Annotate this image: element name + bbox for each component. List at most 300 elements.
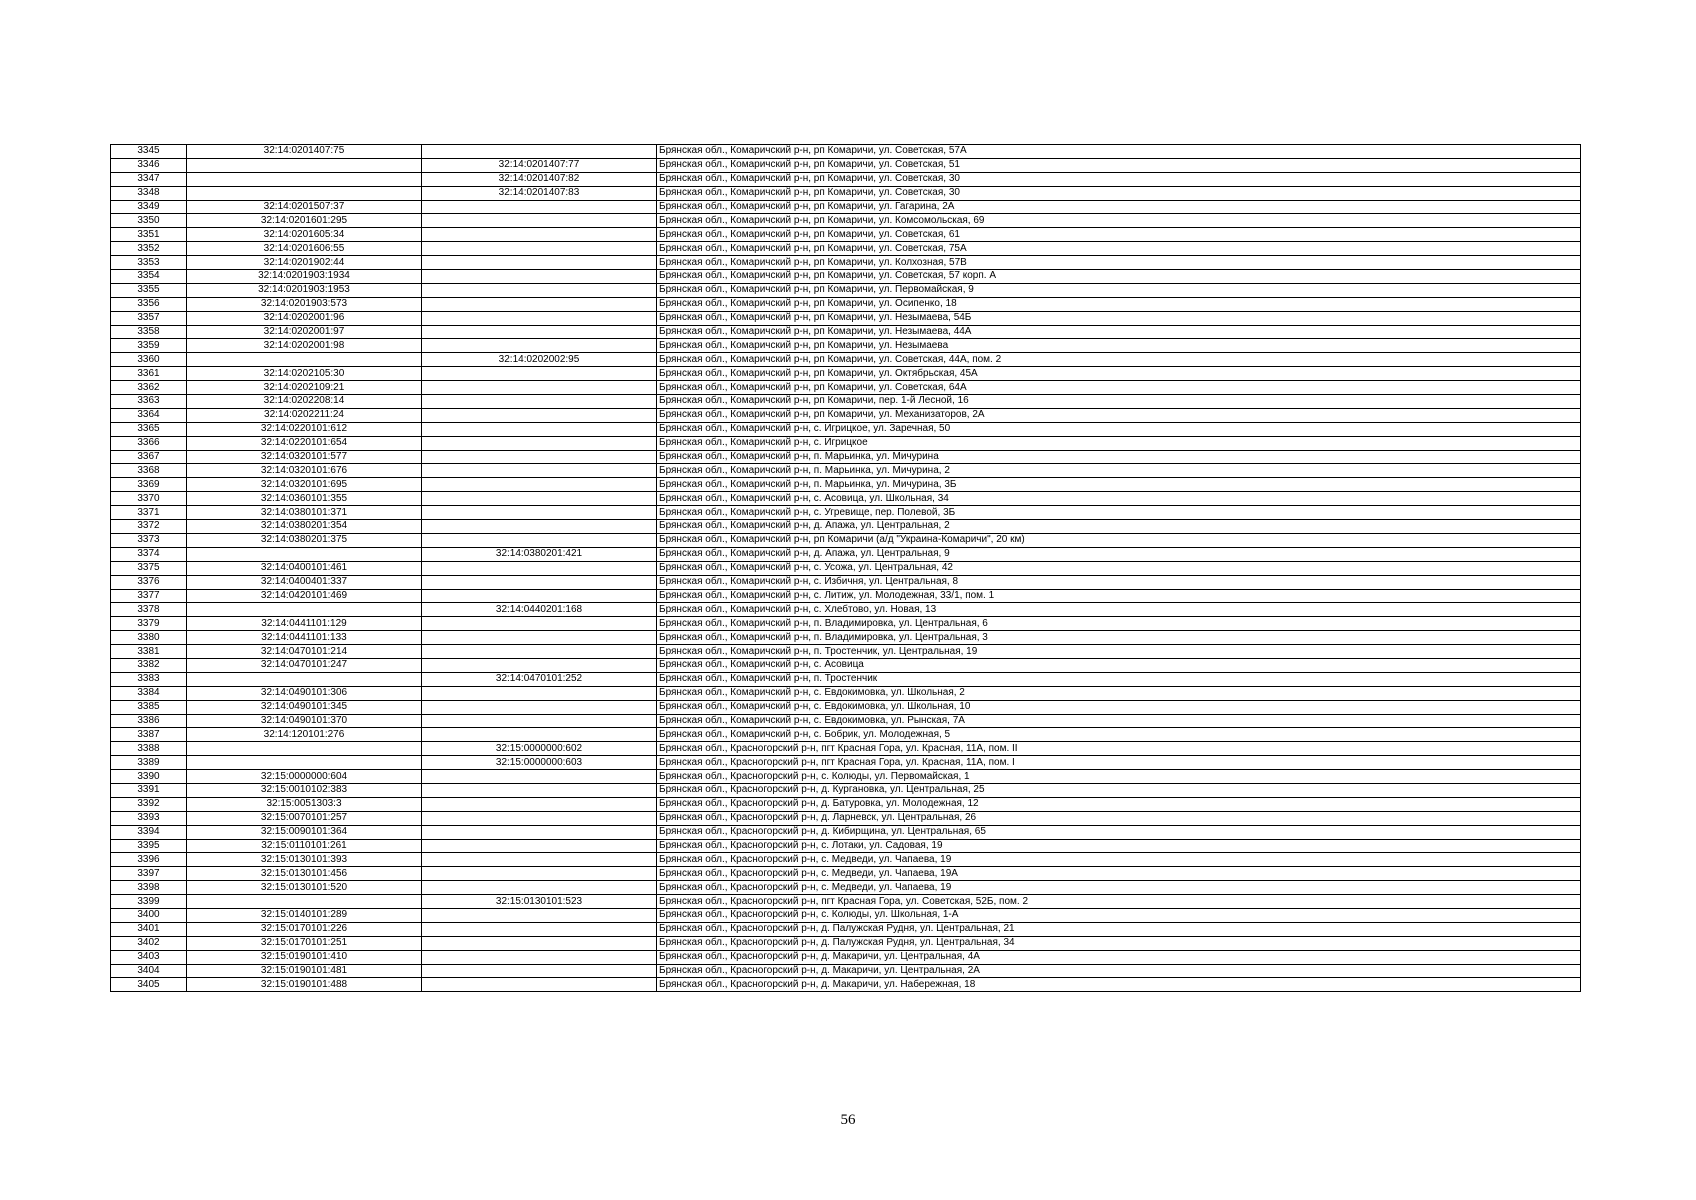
cadastral-number-cell — [187, 353, 422, 367]
address-cell: Брянская обл., Комаричский р-н, с. Угревище, пер. Полевой, 3Б — [657, 506, 1581, 520]
address-cell: Брянская обл., Красногорский р-н, д. Кибирщина, ул. Центральная, 65 — [657, 825, 1581, 839]
object-cadastral-number-cell — [422, 228, 657, 242]
cadastral-number-cell: 32:14:0201902:44 — [187, 256, 422, 270]
object-cadastral-number-cell: 32:14:0201407:82 — [422, 172, 657, 186]
address-cell: Брянская обл., Комаричский р-н, рп Комаричи, ул. Незымаева, 44А — [657, 325, 1581, 339]
cadastral-number-cell: 32:14:0201605:34 — [187, 228, 422, 242]
cadastral-number-cell: 32:14:0490101:306 — [187, 686, 422, 700]
object-cadastral-number-cell — [422, 950, 657, 964]
address-cell: Брянская обл., Комаричский р-н, рп Комаричи, пер. 1-й Лесной, 16 — [657, 395, 1581, 409]
row-number-cell: 3391 — [111, 783, 187, 797]
object-cadastral-number-cell — [422, 145, 657, 159]
address-cell: Брянская обл., Комаричский р-н, с. Асовица, ул. Школьная, 34 — [657, 492, 1581, 506]
table-row — [111, 672, 1581, 686]
object-cadastral-number-cell — [422, 200, 657, 214]
row-number-cell: 3362 — [111, 381, 187, 395]
table-row — [111, 242, 1581, 256]
row-number-cell: 3365 — [111, 422, 187, 436]
object-cadastral-number-cell — [422, 589, 657, 603]
cadastral-number-cell — [187, 672, 422, 686]
row-number-cell: 3349 — [111, 200, 187, 214]
cadastral-number-cell: 32:14:0470101:214 — [187, 645, 422, 659]
cadastral-number-cell: 32:14:0490101:345 — [187, 700, 422, 714]
address-cell: Брянская обл., Красногорский р-н, д. Макаричи, ул. Центральная, 2А — [657, 964, 1581, 978]
address-cell: Брянская обл., Красногорский р-н, д. Кургановка, ул. Центральная, 25 — [657, 783, 1581, 797]
table-row — [111, 783, 1581, 797]
cadastral-number-cell — [187, 547, 422, 561]
cadastral-number-cell — [187, 603, 422, 617]
cadastral-number-cell: 32:15:0110101:261 — [187, 839, 422, 853]
address-cell: Брянская обл., Красногорский р-н, с. Медведи, ул. Чапаева, 19А — [657, 867, 1581, 881]
table-row — [111, 895, 1581, 909]
cadastral-number-cell: 32:14:0201903:573 — [187, 297, 422, 311]
table-row — [111, 561, 1581, 575]
cadastral-number-cell: 32:14:0201606:55 — [187, 242, 422, 256]
object-cadastral-number-cell — [422, 922, 657, 936]
table-row — [111, 228, 1581, 242]
row-number-cell: 3386 — [111, 714, 187, 728]
table-row — [111, 214, 1581, 228]
table-row — [111, 283, 1581, 297]
cadastral-number-cell: 32:15:0000000:604 — [187, 770, 422, 784]
cadastral-number-cell: 32:14:0320101:695 — [187, 478, 422, 492]
cadastral-number-cell: 32:14:0201903:1934 — [187, 270, 422, 284]
object-cadastral-number-cell: 32:14:0440201:168 — [422, 603, 657, 617]
object-cadastral-number-cell — [422, 395, 657, 409]
object-cadastral-number-cell — [422, 936, 657, 950]
address-cell: Брянская обл., Комаричский р-н, с. Асовица — [657, 658, 1581, 672]
row-number-cell: 3372 — [111, 520, 187, 534]
page-number: 56 — [840, 1112, 856, 1128]
row-number-cell: 3389 — [111, 756, 187, 770]
table-row — [111, 367, 1581, 381]
row-number-cell: 3371 — [111, 506, 187, 520]
address-cell: Брянская обл., Комаричский р-н, п. Марьинка, ул. Мичурина, 3Б — [657, 478, 1581, 492]
object-cadastral-number-cell — [422, 783, 657, 797]
table-row — [111, 756, 1581, 770]
address-cell: Брянская обл., Комаричский р-н, д. Апажа, ул. Центральная, 9 — [657, 547, 1581, 561]
cadastral-number-cell: 32:14:0201507:37 — [187, 200, 422, 214]
cadastral-number-cell: 32:14:120101:276 — [187, 728, 422, 742]
row-number-cell: 3370 — [111, 492, 187, 506]
address-cell: Брянская обл., Красногорский р-н, д. Макаричи, ул. Центральная, 4А — [657, 950, 1581, 964]
object-cadastral-number-cell — [422, 436, 657, 450]
address-cell: Брянская обл., Комаричский р-н, рп Комаричи, ул. Гагарина, 2А — [657, 200, 1581, 214]
cadastral-number-cell — [187, 895, 422, 909]
address-cell: Брянская обл., Красногорский р-н, с. Колюды, ул. Первомайская, 1 — [657, 770, 1581, 784]
object-cadastral-number-cell — [422, 978, 657, 992]
cadastral-number-cell: 32:15:0090101:364 — [187, 825, 422, 839]
object-cadastral-number-cell: 32:14:0201407:77 — [422, 158, 657, 172]
row-number-cell: 3353 — [111, 256, 187, 270]
object-cadastral-number-cell — [422, 839, 657, 853]
row-number-cell: 3390 — [111, 770, 187, 784]
cadastral-number-cell: 32:14:0202001:98 — [187, 339, 422, 353]
table-row — [111, 520, 1581, 534]
table-row — [111, 797, 1581, 811]
object-cadastral-number-cell — [422, 242, 657, 256]
object-cadastral-number-cell — [422, 339, 657, 353]
row-number-cell: 3396 — [111, 853, 187, 867]
address-cell: Брянская обл., Комаричский р-н, п. Тростенчик, ул. Центральная, 19 — [657, 645, 1581, 659]
row-number-cell: 3356 — [111, 297, 187, 311]
row-number-cell: 3376 — [111, 575, 187, 589]
address-cell: Брянская обл., Красногорский р-н, д. Макаричи, ул. Набережная, 18 — [657, 978, 1581, 992]
object-cadastral-number-cell — [422, 881, 657, 895]
table-row — [111, 172, 1581, 186]
address-cell: Брянская обл., Красногорский р-н, пгт Красная Гора, ул. Красная, 11А, пом. II — [657, 742, 1581, 756]
table-row — [111, 533, 1581, 547]
cadastral-number-cell — [187, 172, 422, 186]
cadastral-number-cell: 32:15:0190101:488 — [187, 978, 422, 992]
cadastral-number-cell: 32:14:0201601:295 — [187, 214, 422, 228]
row-number-cell: 3388 — [111, 742, 187, 756]
address-cell: Брянская обл., Комаричский р-н, с. Хлебтово, ул. Новая, 13 — [657, 603, 1581, 617]
address-cell: Брянская обл., Комаричский р-н, рп Комаричи, ул. Советская, 61 — [657, 228, 1581, 242]
object-cadastral-number-cell — [422, 325, 657, 339]
row-number-cell: 3346 — [111, 158, 187, 172]
cadastral-number-cell: 32:14:0220101:612 — [187, 422, 422, 436]
row-number-cell: 3384 — [111, 686, 187, 700]
address-cell: Брянская обл., Комаричский р-н, с. Игрицкое — [657, 436, 1581, 450]
cadastral-number-cell: 32:15:0170101:226 — [187, 922, 422, 936]
table-row — [111, 436, 1581, 450]
cadastral-number-cell — [187, 742, 422, 756]
address-cell: Брянская обл., Комаричский р-н, п. Владимировка, ул. Центральная, 6 — [657, 617, 1581, 631]
table-row — [111, 964, 1581, 978]
object-cadastral-number-cell: 32:14:0380201:421 — [422, 547, 657, 561]
table-row — [111, 742, 1581, 756]
table-row — [111, 978, 1581, 992]
cadastral-registry-table — [110, 144, 1581, 992]
row-number-cell: 3350 — [111, 214, 187, 228]
object-cadastral-number-cell — [422, 450, 657, 464]
object-cadastral-number-cell: 32:14:0202002:95 — [422, 353, 657, 367]
object-cadastral-number-cell — [422, 520, 657, 534]
object-cadastral-number-cell — [422, 853, 657, 867]
cadastral-number-cell: 32:14:0202105:30 — [187, 367, 422, 381]
row-number-cell: 3399 — [111, 895, 187, 909]
object-cadastral-number-cell — [422, 700, 657, 714]
object-cadastral-number-cell — [422, 464, 657, 478]
table-row — [111, 325, 1581, 339]
table-row — [111, 908, 1581, 922]
row-number-cell: 3354 — [111, 270, 187, 284]
table-row — [111, 700, 1581, 714]
table-row — [111, 603, 1581, 617]
address-cell: Брянская обл., Красногорский р-н, д. Батуровка, ул. Молодежная, 12 — [657, 797, 1581, 811]
row-number-cell: 3373 — [111, 533, 187, 547]
cadastral-number-cell — [187, 756, 422, 770]
object-cadastral-number-cell — [422, 867, 657, 881]
cadastral-number-cell: 32:14:0220101:654 — [187, 436, 422, 450]
object-cadastral-number-cell — [422, 714, 657, 728]
table-row — [111, 506, 1581, 520]
object-cadastral-number-cell — [422, 214, 657, 228]
table-row — [111, 547, 1581, 561]
address-cell: Брянская обл., Красногорский р-н, пгт Красная Гора, ул. Красная, 11А, пом. I — [657, 756, 1581, 770]
row-number-cell: 3352 — [111, 242, 187, 256]
address-cell: Брянская обл., Комаричский р-н, с. Игрицкое, ул. Заречная, 50 — [657, 422, 1581, 436]
table-row — [111, 575, 1581, 589]
address-cell: Брянская обл., Комаричский р-н, рп Комаричи, ул. Советская, 30 — [657, 186, 1581, 200]
object-cadastral-number-cell: 32:15:0000000:603 — [422, 756, 657, 770]
table-row — [111, 645, 1581, 659]
row-number-cell: 3368 — [111, 464, 187, 478]
table-row — [111, 297, 1581, 311]
cadastral-number-cell: 32:14:0441101:129 — [187, 617, 422, 631]
table-row — [111, 631, 1581, 645]
cadastral-number-cell: 32:15:0170101:251 — [187, 936, 422, 950]
row-number-cell: 3392 — [111, 797, 187, 811]
table-row — [111, 200, 1581, 214]
row-number-cell: 3363 — [111, 395, 187, 409]
address-cell: Брянская обл., Комаричский р-н, с. Евдокимовка, ул. Школьная, 2 — [657, 686, 1581, 700]
row-number-cell: 3401 — [111, 922, 187, 936]
cadastral-number-cell: 32:14:0202001:96 — [187, 311, 422, 325]
address-cell: Брянская обл., Комаричский р-н, с. Литиж, ул. Молодежная, 33/1, пом. 1 — [657, 589, 1581, 603]
table-row — [111, 811, 1581, 825]
row-number-cell: 3382 — [111, 658, 187, 672]
address-cell: Брянская обл., Комаричский р-н, рп Комаричи, ул. Незымаева, 54Б — [657, 311, 1581, 325]
address-cell: Брянская обл., Комаричский р-н, рп Комаричи, ул. Колхозная, 57В — [657, 256, 1581, 270]
table-row — [111, 464, 1581, 478]
cadastral-number-cell: 32:14:0202001:97 — [187, 325, 422, 339]
table-row — [111, 589, 1581, 603]
cadastral-number-cell: 32:14:0380201:375 — [187, 533, 422, 547]
row-number-cell: 3400 — [111, 908, 187, 922]
table-row — [111, 478, 1581, 492]
cadastral-number-cell: 32:15:0051303:3 — [187, 797, 422, 811]
row-number-cell: 3351 — [111, 228, 187, 242]
cadastral-number-cell: 32:15:0130101:456 — [187, 867, 422, 881]
address-cell: Брянская обл., Комаричский р-н, рп Комаричи, ул. Советская, 57А — [657, 145, 1581, 159]
cadastral-number-cell: 32:14:0202109:21 — [187, 381, 422, 395]
cadastral-number-cell: 32:14:0320101:577 — [187, 450, 422, 464]
object-cadastral-number-cell — [422, 478, 657, 492]
address-cell: Брянская обл., Комаричский р-н, рп Комаричи, ул. Первомайская, 9 — [657, 283, 1581, 297]
cadastral-number-cell: 32:15:0140101:289 — [187, 908, 422, 922]
cadastral-number-cell: 32:15:0010102:383 — [187, 783, 422, 797]
address-cell: Брянская обл., Комаричский р-н, с. Избичня, ул. Центральная, 8 — [657, 575, 1581, 589]
object-cadastral-number-cell — [422, 825, 657, 839]
table-row — [111, 492, 1581, 506]
table-row — [111, 658, 1581, 672]
address-cell: Брянская обл., Красногорский р-н, с. Колюды, ул. Школьная, 1-А — [657, 908, 1581, 922]
object-cadastral-number-cell — [422, 561, 657, 575]
address-cell: Брянская обл., Комаричский р-н, п. Тростенчик — [657, 672, 1581, 686]
cadastral-number-cell: 32:14:0202208:14 — [187, 395, 422, 409]
address-cell: Брянская обл., Красногорский р-н, пгт Красная Гора, ул. Советская, 52Б, пом. 2 — [657, 895, 1581, 909]
table-row — [111, 617, 1581, 631]
object-cadastral-number-cell — [422, 283, 657, 297]
cadastral-number-cell: 32:15:0130101:520 — [187, 881, 422, 895]
cadastral-number-cell: 32:14:0201903:1953 — [187, 283, 422, 297]
row-number-cell: 3402 — [111, 936, 187, 950]
object-cadastral-number-cell — [422, 408, 657, 422]
table-row — [111, 936, 1581, 950]
row-number-cell: 3378 — [111, 603, 187, 617]
row-number-cell: 3405 — [111, 978, 187, 992]
address-cell: Брянская обл., Комаричский р-н, рп Комаричи, ул. Незымаева — [657, 339, 1581, 353]
object-cadastral-number-cell — [422, 297, 657, 311]
cadastral-number-cell — [187, 158, 422, 172]
address-cell: Брянская обл., Красногорский р-н, д. Палужская Рудня, ул. Центральная, 21 — [657, 922, 1581, 936]
table-row — [111, 270, 1581, 284]
row-number-cell: 3361 — [111, 367, 187, 381]
object-cadastral-number-cell — [422, 270, 657, 284]
address-cell: Брянская обл., Комаричский р-н, д. Апажа, ул. Центральная, 2 — [657, 520, 1581, 534]
object-cadastral-number-cell — [422, 422, 657, 436]
row-number-cell: 3404 — [111, 964, 187, 978]
row-number-cell: 3357 — [111, 311, 187, 325]
object-cadastral-number-cell — [422, 797, 657, 811]
table-row — [111, 395, 1581, 409]
cadastral-number-cell: 32:14:0202211:24 — [187, 408, 422, 422]
cadastral-number-cell: 32:14:0420101:469 — [187, 589, 422, 603]
object-cadastral-number-cell — [422, 658, 657, 672]
row-number-cell: 3403 — [111, 950, 187, 964]
row-number-cell: 3381 — [111, 645, 187, 659]
address-cell: Брянская обл., Комаричский р-н, рп Комаричи, ул. Советская, 57 корп. А — [657, 270, 1581, 284]
registry-table-body — [111, 145, 1581, 992]
table-row — [111, 881, 1581, 895]
address-cell: Брянская обл., Комаричский р-н, с. Усожа, ул. Центральная, 42 — [657, 561, 1581, 575]
row-number-cell: 3364 — [111, 408, 187, 422]
address-cell: Брянская обл., Комаричский р-н, с. Бобрик, ул. Молодежная, 5 — [657, 728, 1581, 742]
cadastral-number-cell — [187, 186, 422, 200]
object-cadastral-number-cell — [422, 381, 657, 395]
row-number-cell: 3355 — [111, 283, 187, 297]
cadastral-number-cell: 32:14:0400101:461 — [187, 561, 422, 575]
object-cadastral-number-cell — [422, 617, 657, 631]
table-row — [111, 408, 1581, 422]
address-cell: Брянская обл., Комаричский р-н, рп Комаричи, ул. Комсомольская, 69 — [657, 214, 1581, 228]
cadastral-number-cell: 32:14:0320101:676 — [187, 464, 422, 478]
row-number-cell: 3377 — [111, 589, 187, 603]
object-cadastral-number-cell — [422, 908, 657, 922]
row-number-cell: 3358 — [111, 325, 187, 339]
cadastral-number-cell: 32:15:0190101:410 — [187, 950, 422, 964]
table-row — [111, 450, 1581, 464]
address-cell: Брянская обл., Комаричский р-н, рп Комаричи (а/д "Украина-Комаричи", 20 км) — [657, 533, 1581, 547]
object-cadastral-number-cell: 32:15:0000000:602 — [422, 742, 657, 756]
object-cadastral-number-cell — [422, 367, 657, 381]
object-cadastral-number-cell: 32:14:0201407:83 — [422, 186, 657, 200]
row-number-cell: 3375 — [111, 561, 187, 575]
cadastral-number-cell: 32:14:0201407:75 — [187, 145, 422, 159]
row-number-cell: 3348 — [111, 186, 187, 200]
cadastral-number-cell: 32:15:0190101:481 — [187, 964, 422, 978]
address-cell: Брянская обл., Комаричский р-н, п. Владимировка, ул. Центральная, 3 — [657, 631, 1581, 645]
object-cadastral-number-cell — [422, 631, 657, 645]
object-cadastral-number-cell — [422, 645, 657, 659]
row-number-cell: 3397 — [111, 867, 187, 881]
table-row — [111, 311, 1581, 325]
table-row — [111, 186, 1581, 200]
row-number-cell: 3398 — [111, 881, 187, 895]
address-cell: Брянская обл., Комаричский р-н, рп Комаричи, ул. Советская, 44А, пом. 2 — [657, 353, 1581, 367]
object-cadastral-number-cell — [422, 770, 657, 784]
object-cadastral-number-cell: 32:15:0130101:523 — [422, 895, 657, 909]
table-row — [111, 686, 1581, 700]
row-number-cell: 3359 — [111, 339, 187, 353]
table-row — [111, 770, 1581, 784]
table-row — [111, 422, 1581, 436]
table-row — [111, 158, 1581, 172]
address-cell: Брянская обл., Комаричский р-н, рп Комаричи, ул. Октябрьская, 45А — [657, 367, 1581, 381]
address-cell: Брянская обл., Комаричский р-н, рп Комаричи, ул. Механизаторов, 2А — [657, 408, 1581, 422]
cadastral-number-cell: 32:15:0070101:257 — [187, 811, 422, 825]
table-row — [111, 256, 1581, 270]
table-row — [111, 950, 1581, 964]
cadastral-number-cell: 32:14:0400401:337 — [187, 575, 422, 589]
address-cell: Брянская обл., Комаричский р-н, рп Комаричи, ул. Советская, 30 — [657, 172, 1581, 186]
address-cell: Брянская обл., Комаричский р-н, рп Комаричи, ул. Советская, 64А — [657, 381, 1581, 395]
row-number-cell: 3369 — [111, 478, 187, 492]
cadastral-number-cell: 32:14:0441101:133 — [187, 631, 422, 645]
table-row — [111, 853, 1581, 867]
row-number-cell: 3360 — [111, 353, 187, 367]
address-cell: Брянская обл., Комаричский р-н, рп Комаричи, ул. Советская, 75А — [657, 242, 1581, 256]
table-row — [111, 839, 1581, 853]
row-number-cell: 3347 — [111, 172, 187, 186]
address-cell: Брянская обл., Комаричский р-н, с. Евдокимовка, ул. Рынская, 7А — [657, 714, 1581, 728]
cadastral-number-cell: 32:15:0130101:393 — [187, 853, 422, 867]
object-cadastral-number-cell — [422, 492, 657, 506]
object-cadastral-number-cell — [422, 311, 657, 325]
address-cell: Брянская обл., Комаричский р-н, рп Комаричи, ул. Советская, 51 — [657, 158, 1581, 172]
row-number-cell: 3395 — [111, 839, 187, 853]
address-cell: Брянская обл., Красногорский р-н, с. Лотаки, ул. Садовая, 19 — [657, 839, 1581, 853]
table-row — [111, 714, 1581, 728]
cadastral-number-cell: 32:14:0470101:247 — [187, 658, 422, 672]
table-row — [111, 145, 1581, 159]
address-cell: Брянская обл., Красногорский р-н, с. Медведи, ул. Чапаева, 19 — [657, 881, 1581, 895]
table-row — [111, 353, 1581, 367]
address-cell: Брянская обл., Комаричский р-н, с. Евдокимовка, ул. Школьная, 10 — [657, 700, 1581, 714]
row-number-cell: 3383 — [111, 672, 187, 686]
object-cadastral-number-cell — [422, 728, 657, 742]
address-cell: Брянская обл., Красногорский р-н, д. Палужская Рудня, ул. Центральная, 34 — [657, 936, 1581, 950]
table-row — [111, 825, 1581, 839]
row-number-cell: 3380 — [111, 631, 187, 645]
address-cell: Брянская обл., Комаричский р-н, п. Марьинка, ул. Мичурина, 2 — [657, 464, 1581, 478]
table-row — [111, 922, 1581, 936]
row-number-cell: 3345 — [111, 145, 187, 159]
object-cadastral-number-cell — [422, 811, 657, 825]
object-cadastral-number-cell — [422, 256, 657, 270]
address-cell: Брянская обл., Комаричский р-н, п. Марьинка, ул. Мичурина — [657, 450, 1581, 464]
row-number-cell: 3385 — [111, 700, 187, 714]
table-row — [111, 339, 1581, 353]
cadastral-number-cell: 32:14:0380101:371 — [187, 506, 422, 520]
row-number-cell: 3366 — [111, 436, 187, 450]
table-row — [111, 381, 1581, 395]
row-number-cell: 3394 — [111, 825, 187, 839]
object-cadastral-number-cell: 32:14:0470101:252 — [422, 672, 657, 686]
table-row — [111, 728, 1581, 742]
row-number-cell: 3374 — [111, 547, 187, 561]
object-cadastral-number-cell — [422, 686, 657, 700]
address-cell: Брянская обл., Красногорский р-н, с. Медведи, ул. Чапаева, 19 — [657, 853, 1581, 867]
address-cell: Брянская обл., Комаричский р-н, рп Комаричи, ул. Осипенко, 18 — [657, 297, 1581, 311]
object-cadastral-number-cell — [422, 964, 657, 978]
address-cell: Брянская обл., Красногорский р-н, д. Ларневск, ул. Центральная, 26 — [657, 811, 1581, 825]
table-row — [111, 867, 1581, 881]
cadastral-number-cell: 32:14:0360101:355 — [187, 492, 422, 506]
cadastral-number-cell: 32:14:0380201:354 — [187, 520, 422, 534]
